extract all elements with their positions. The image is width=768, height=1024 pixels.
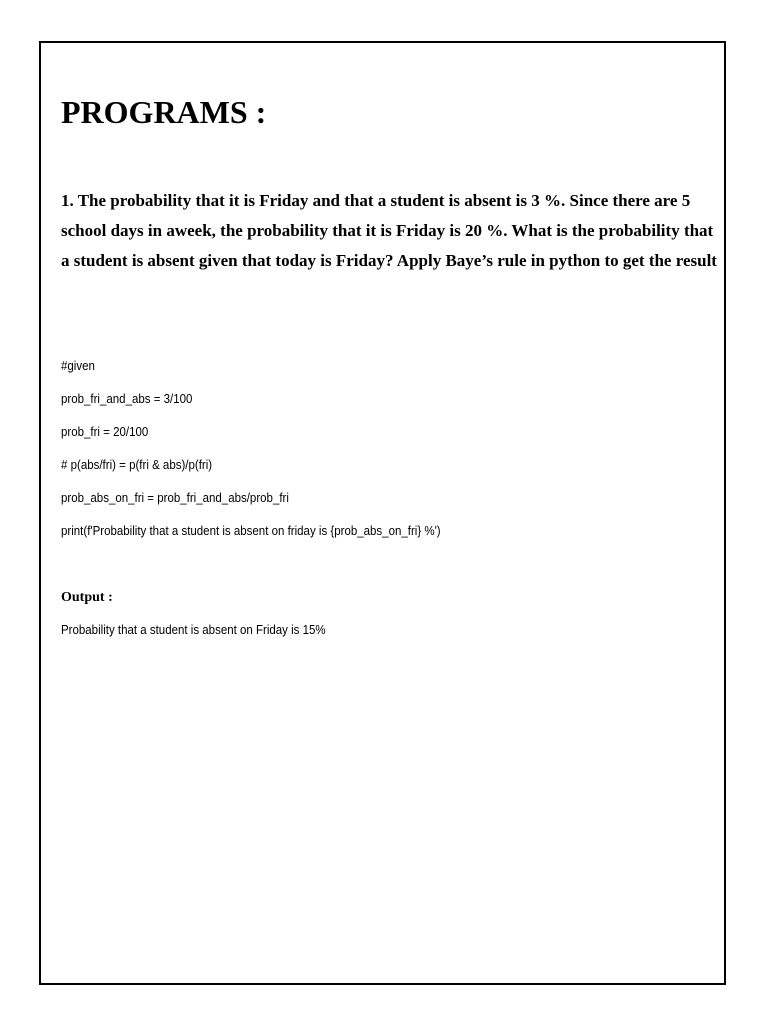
code-line-comment-formula: # p(abs/fri) = p(fri & abs)/p(fri) [61,458,213,472]
code-line-print: print(f'Probability that a student is absent on friday is {prob_abs_on_fri} %') [61,524,441,538]
question-line: a student is absent given that today is Friday? Apply Baye’s rule in python to get the result [61,251,717,270]
question-line: 1. The probability that it is Friday and that a student is absent is 3 %. Since there are 5 [61,191,691,210]
code-line-comment-given: #given [61,359,95,373]
output-text: Probability that a student is absent on Friday is 15% [61,623,326,637]
page-title: PROGRAMS : [61,94,267,130]
page-border [39,41,726,985]
question-paragraph [61,186,721,276]
code-line-prob-abs-on-fri: prob_abs_on_fri = prob_fri_and_abs/prob_fri [61,491,289,505]
question-line: school days in aweek, the probability that it is Friday is 20 %. What is the probability that [61,221,714,240]
output-label: Output : [61,590,113,605]
code-line-prob-fri: prob_fri = 20/100 [61,425,149,439]
code-line-prob-fri-and-abs: prob_fri_and_abs = 3/100 [61,392,193,406]
